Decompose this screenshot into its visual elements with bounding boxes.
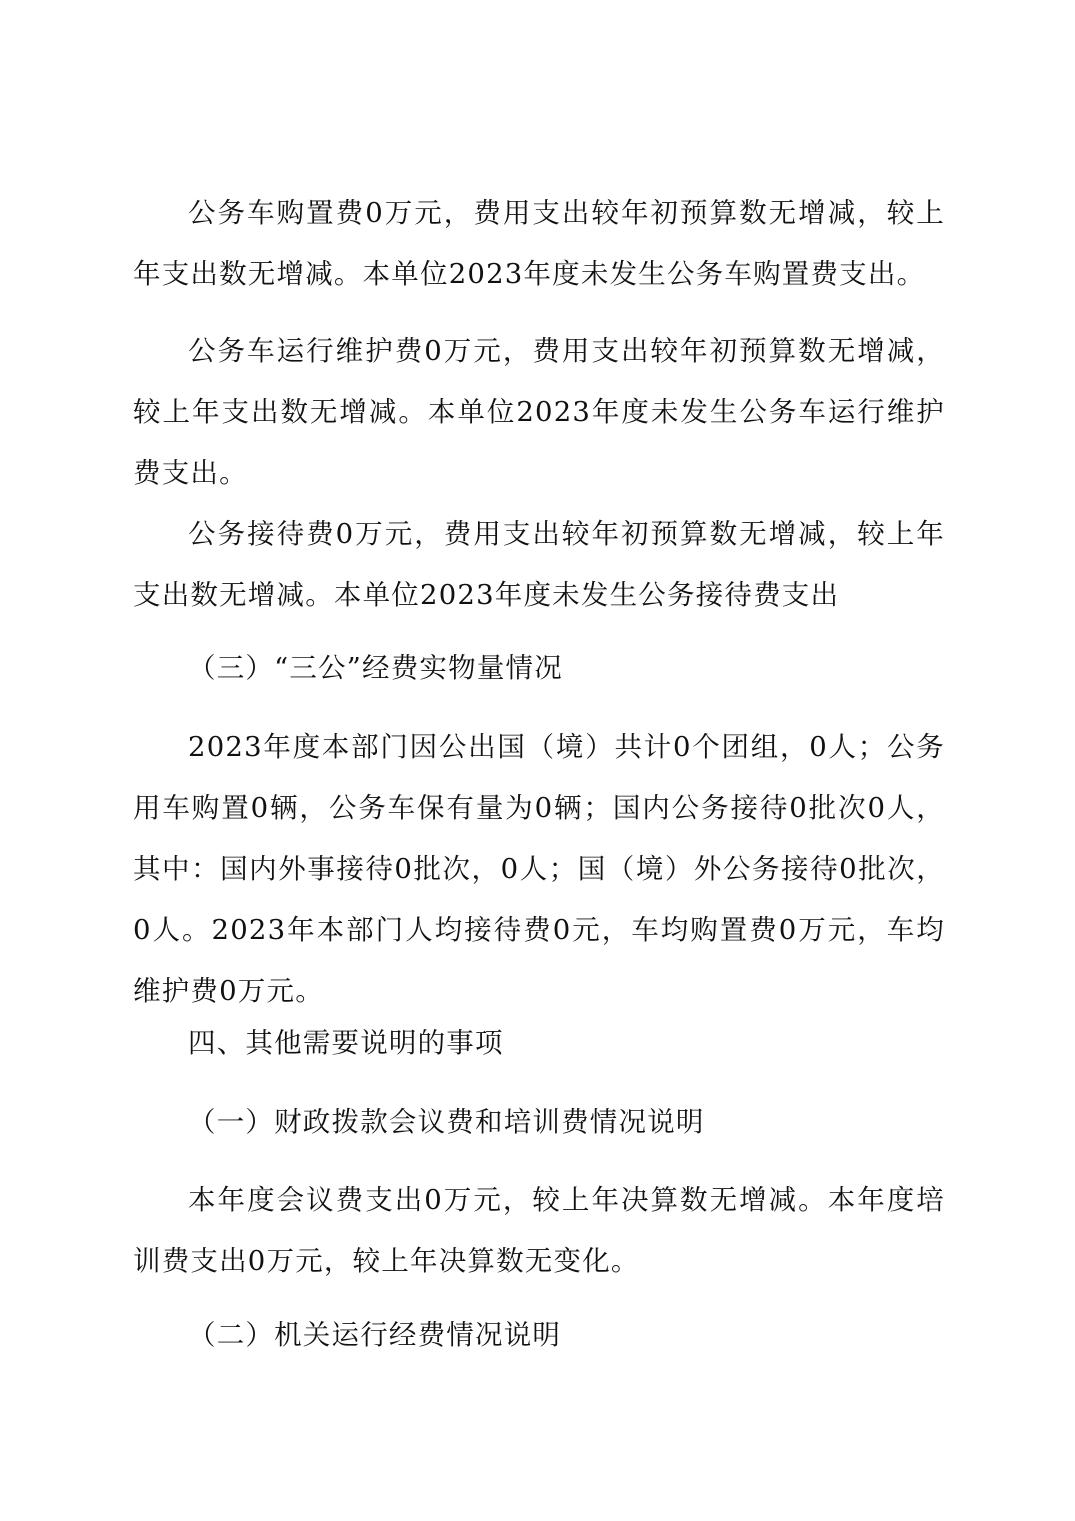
paragraph-vehicle-purchase: 公务车购置费0万元，费用支出较年初预算数无增减，较上年支出数无增减。本单位2023年度未发生公务车购置费支出。 <box>133 197 945 290</box>
paragraph-official-reception: 公务接待费0万元，费用支出较年初预算数无增减，较上年支出数无增减。本单位2023年度未发生公务接待费支出 <box>133 518 945 611</box>
paragraph-physical-quantity: 2023年度本部门因公出国（境）共计0个团组，0人；公务用车购置0辆，公务车保有量为0辆；国内公务接待0批次0人，其中：国内外事接待0批次，0人；国（境）外公务接待0批次，0人。2023年本部门人均接待费0元，车均购置费0万元，车均维护费0万元。 <box>133 731 945 1007</box>
section-heading-operating-expenses: （二）机关运行经费情况说明 <box>188 1319 562 1351</box>
paragraph-vehicle-maintenance: 公务车运行维护费0万元，费用支出较年初预算数无增减，较上年支出数无增减。本单位2023年度未发生公务车运行维护费支出。 <box>133 335 945 489</box>
paragraph-meeting-training: 本年度会议费支出0万元，较上年决算数无增减。本年度培训费支出0万元，较上年决算数无变化。 <box>133 1184 945 1277</box>
section-heading-other-matters: 四、其他需要说明的事项 <box>188 1027 504 1059</box>
section-heading-physical-quantity: （三）“三公”经费实物量情况 <box>188 652 563 684</box>
section-heading-meeting-training: （一）财政拨款会议费和培训费情况说明 <box>188 1106 705 1138</box>
